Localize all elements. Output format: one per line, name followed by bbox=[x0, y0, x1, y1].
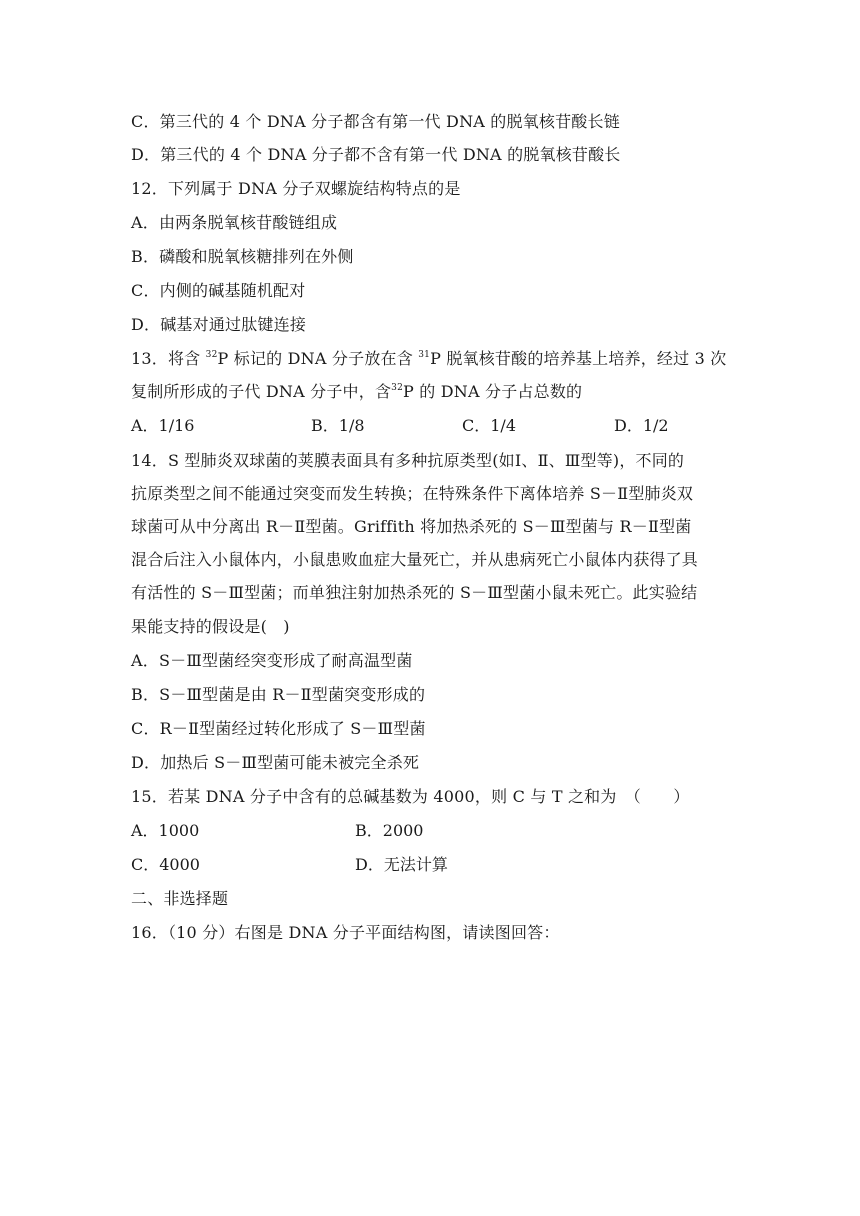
q13-stem-line2 bbox=[131, 381, 582, 403]
q12-option-b: B．磷酸和脱氧核糖排列在外侧 bbox=[131, 247, 354, 266]
q16-stem: 16．（10 分）右图是 DNA 分子平面结构图，请读图回答： bbox=[131, 923, 560, 942]
q13-superscript-1: 32 bbox=[205, 350, 218, 360]
q14-stem-line6: 果能支持的假设是( ) bbox=[131, 617, 290, 636]
q15-option-b: B．2000 bbox=[355, 821, 424, 840]
q14-stem-line5: 有活性的 S－Ⅲ型菌；而单独注射加热杀死的 S－Ⅲ型菌小鼠未死亡。此实验结 bbox=[131, 583, 698, 602]
q12-stem: 12．下列属于 DNA 分子双螺旋结构特点的是 bbox=[131, 179, 461, 198]
q13-text-3: P 脱氧核苷酸的培养基上培养，经过 3 次 bbox=[430, 349, 727, 368]
q15-stem: 15．若某 DNA 分子中含有的总碱基数为 4000，则 C 与 T 之和为 （ ） bbox=[131, 787, 690, 806]
q13-text-5: P 的 DNA 分子占总数的 bbox=[403, 382, 583, 401]
q13-option-b: B．1/8 bbox=[311, 416, 365, 435]
q11-option-d: D．第三代的 4 个 DNA 分子都不含有第一代 DNA 的脱氧核苷酸长 bbox=[131, 145, 621, 164]
q12-option-a: A．由两条脱氧核苷酸链组成 bbox=[131, 213, 338, 232]
q14-option-a: A．S－Ⅲ型菌经突变形成了耐高温型菌 bbox=[131, 651, 413, 670]
q15-option-a: A．1000 bbox=[131, 821, 200, 840]
q14-option-b: B．S－Ⅲ型菌是由 R－Ⅱ型菌突变形成的 bbox=[131, 685, 426, 704]
q13-superscript-2: 31 bbox=[418, 350, 431, 360]
q15-option-c: C．4000 bbox=[131, 855, 200, 874]
q12-option-c: C．内侧的碱基随机配对 bbox=[131, 281, 306, 300]
q12-option-d: D．碱基对通过肽键连接 bbox=[131, 315, 307, 334]
section-heading: 二、非选择题 bbox=[131, 889, 229, 908]
q14-stem-line1: 14．S 型肺炎双球菌的荚膜表面具有多种抗原类型(如Ⅰ、Ⅱ、Ⅲ型等)，不同的 bbox=[131, 451, 685, 470]
q13-text-2: P 标记的 DNA 分子放在含 bbox=[217, 349, 419, 368]
q14-stem-line4: 混合后注入小鼠体内，小鼠患败血症大量死亡，并从患病死亡小鼠体内获得了具 bbox=[131, 550, 699, 569]
q14-stem-line3: 球菌可从中分离出 R－Ⅱ型菌。Griffith 将加热杀死的 S－Ⅲ型菌与 R－Ⅱ型菌 bbox=[131, 517, 692, 536]
q13-option-d: D．1/2 bbox=[614, 416, 669, 435]
q15-option-d: D．无法计算 bbox=[355, 855, 448, 874]
q13-text-1: 13．将含 bbox=[131, 349, 206, 368]
q14-stem-line2: 抗原类型之间不能通过突变而发生转换；在特殊条件下离体培养 S－Ⅱ型肺炎双 bbox=[131, 484, 694, 503]
q11-option-c: C．第三代的 4 个 DNA 分子都含有第一代 DNA 的脱氧核苷酸长链 bbox=[131, 112, 620, 131]
q13-option-a: A．1/16 bbox=[131, 416, 195, 435]
q13-stem-line1 bbox=[131, 348, 726, 370]
q13-option-c: C．1/4 bbox=[462, 416, 516, 435]
q14-option-d: D．加热后 S－Ⅲ型菌可能未被完全杀死 bbox=[131, 753, 420, 772]
q13-text-4: 复制所形成的子代 DNA 分子中，含 bbox=[131, 382, 392, 401]
q13-superscript-3: 32 bbox=[391, 383, 404, 393]
q14-option-c: C．R－Ⅱ型菌经过转化形成了 S－Ⅲ型菌 bbox=[131, 719, 426, 738]
